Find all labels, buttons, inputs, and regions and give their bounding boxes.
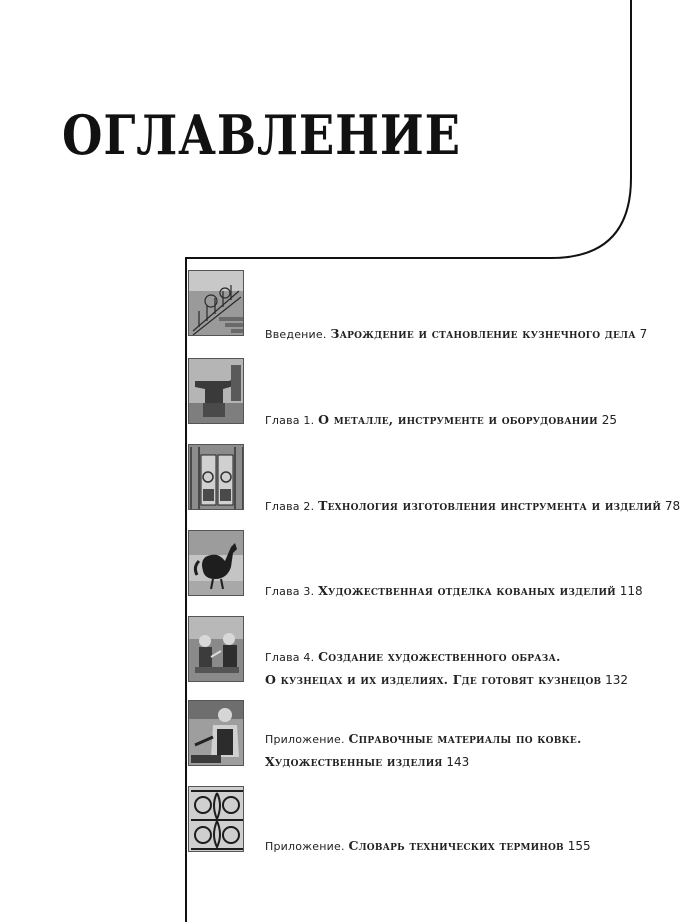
toc-heading: Технология изготовления инструмента и изделий <box>318 498 662 513</box>
toc-page-number: 132 <box>605 673 629 687</box>
toc-heading: Создание художественного образа. <box>318 649 561 664</box>
toc-page-number: 78 <box>664 499 681 513</box>
toc-heading: Зарождение и становление кузнечного дела <box>330 326 636 341</box>
toc-entry-appendix-reference[interactable] <box>265 728 685 773</box>
toc-heading: Словарь технических терминов <box>348 838 564 853</box>
toc-page-number: 118 <box>619 584 643 598</box>
toc-prefix: Глава 1. <box>265 414 315 427</box>
forged-rooster-photo-icon <box>188 530 244 596</box>
toc-entry-appendix-glossary[interactable] <box>265 835 685 858</box>
toc-entry-chapter-1[interactable] <box>265 409 685 432</box>
toc-heading: Справочные материалы по ковке. <box>348 731 582 746</box>
toc-heading: Художественная отделка кованых изделий <box>318 583 616 598</box>
toc-prefix: Введение. <box>265 328 327 341</box>
toc-prefix: Приложение. <box>265 840 345 853</box>
toc-page-number: 143 <box>446 755 470 769</box>
smith-at-work-photo-icon <box>188 700 244 766</box>
toc-prefix: Глава 3. <box>265 585 315 598</box>
stairs-railing-photo-icon <box>188 270 244 336</box>
toc-prefix: Глава 2. <box>265 500 315 513</box>
toc-heading-continuation <box>265 751 685 773</box>
anvil-workshop-photo-icon <box>188 358 244 424</box>
toc-page-number: 7 <box>639 327 648 341</box>
forged-gate-photo-icon <box>188 444 244 510</box>
toc-heading: О металле, инструменте и оборудовании <box>318 412 598 427</box>
toc-entry-chapter-2[interactable] <box>265 495 685 518</box>
toc-entry-introduction[interactable] <box>265 323 685 346</box>
toc-prefix: Глава 4. <box>265 651 315 664</box>
toc-entry-chapter-4[interactable] <box>265 646 685 691</box>
toc-prefix: Приложение. <box>265 733 345 746</box>
toc-heading-continuation <box>265 669 685 691</box>
blacksmiths-photo-icon <box>188 616 244 682</box>
toc-page-number: 155 <box>567 839 591 853</box>
toc-page-number: 25 <box>601 413 617 427</box>
page-title: ОГЛАВЛЕНИЕ <box>62 103 461 167</box>
ornamental-grille-photo-icon <box>188 786 244 852</box>
toc-heading-line-2: О кузнецах и их изделиях. Где готовят кузнецов <box>265 672 602 687</box>
toc-heading-line-2: Художественные изделия <box>265 754 443 769</box>
toc-entry-chapter-3[interactable] <box>265 580 685 603</box>
